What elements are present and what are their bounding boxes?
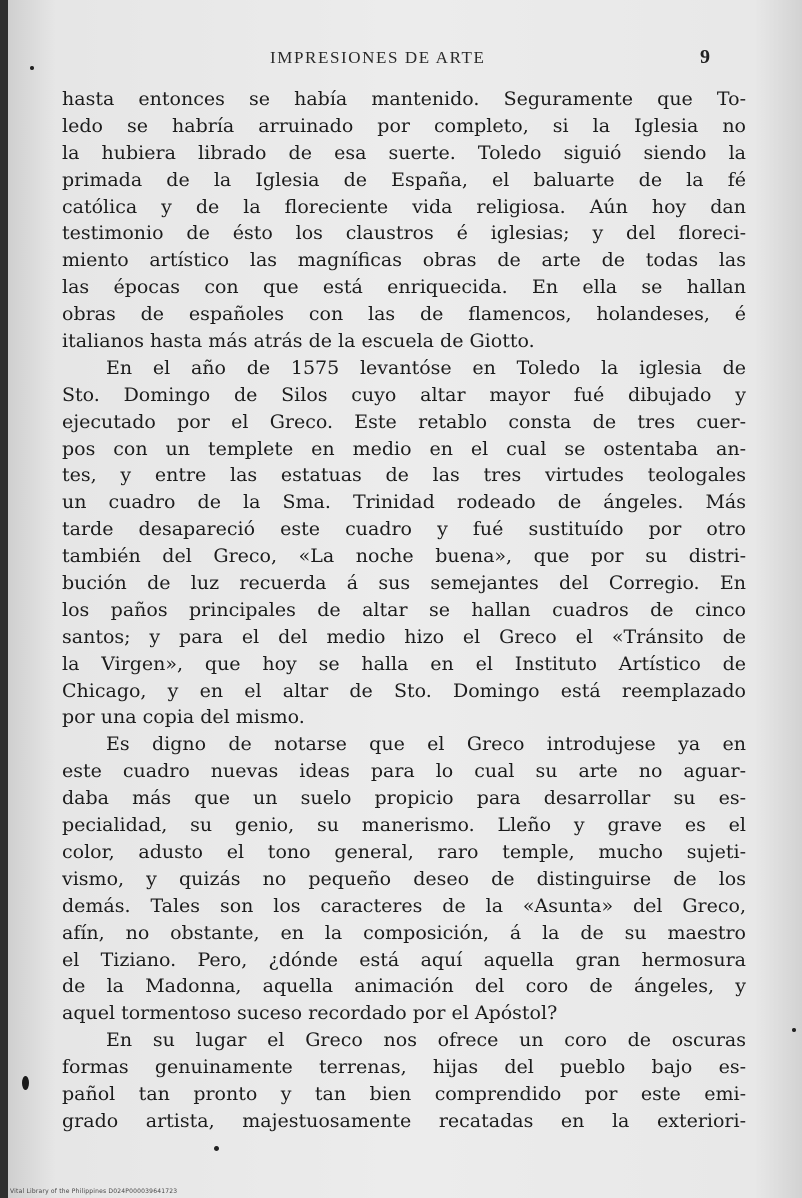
- text-line: de la Madonna, aquella animación del coro de ángeles, y: [62, 975, 746, 998]
- scanned-page: [8, 0, 802, 1198]
- text-line: la hubiera librado de esa suerte. Toledo siguió siendo la: [62, 141, 746, 164]
- text-line: tarde desapareció este cuadro y fué sustituído por otro: [62, 518, 746, 541]
- text-line: un cuadro de la Sma. Trinidad rodeado de ángeles. Más: [62, 491, 746, 514]
- text-line: bución de luz recuerda á sus semejantes del Corregio. En: [62, 572, 746, 595]
- text-line: santos; y para el del medio hizo el Greco el «Tránsito de: [62, 625, 746, 648]
- text-line: ejecutado por el Greco. Este retablo consta de tres cuer-: [62, 410, 746, 433]
- text-line: vismo, y quizás no pequeño deseo de distinguirse de los: [62, 867, 746, 890]
- text-line: este cuadro nuevas ideas para lo cual su arte no aguar-: [62, 760, 746, 783]
- text-line: daba más que un suelo propicio para desarrollar su es-: [62, 787, 746, 810]
- text-line: primada de la Iglesia de España, el baluarte de la fé: [62, 168, 746, 191]
- text-line: formas genuinamente terrenas, hijas del pueblo bajo es-: [62, 1056, 746, 1079]
- text-line: el Tiziano. Pero, ¿dónde está aquí aquella gran hermosura: [62, 948, 746, 971]
- text-line: ledo se habría arruinado por completo, si la Iglesia no: [62, 114, 746, 137]
- text-line: los paños principales de altar se hallan cuadros de cinco: [62, 598, 746, 621]
- text-line: pañol tan pronto y tan bien comprendido por este emi-: [62, 1082, 746, 1105]
- speck-mark: [792, 1028, 796, 1032]
- speck-mark: [30, 66, 34, 70]
- text-line: En el año de 1575 levantóse en Toledo la iglesia de: [106, 356, 746, 379]
- text-line: hasta entonces se había mantenido. Seguramente que To-: [62, 88, 746, 110]
- text-line: las épocas con que está enriquecida. En ella se hallan: [62, 276, 746, 299]
- text-line: miento artístico las magníficas obras de arte de todas las: [62, 249, 746, 272]
- page-header: [8, 44, 802, 74]
- text-line: italianos hasta más atrás de la escuela de Giotto.: [62, 330, 535, 353]
- text-line: testimonio de ésto los claustros é iglesias; y del floreci-: [62, 222, 746, 245]
- text-line: también del Greco, «La noche buena», que por su distri-: [62, 545, 746, 568]
- text-line: pos con un templete en medio en el cual se ostentaba an-: [62, 437, 746, 460]
- speck-mark: [214, 1146, 219, 1151]
- text-line: obras de españoles con las de flamencos, holandeses, é: [62, 303, 746, 326]
- text-line: Chicago, y en el altar de Sto. Domingo está reemplazado: [62, 679, 746, 702]
- running-title: IMPRESIONES DE ARTE: [270, 48, 486, 67]
- page-number: 9: [700, 46, 710, 68]
- text-line: católica y de la floreciente vida religiosa. Aún hoy dan: [62, 195, 746, 218]
- scan-credit: Vital Library of the Philippines D024P000039641723: [10, 1188, 178, 1195]
- text-line: En su lugar el Greco nos ofrece un coro de oscuras: [106, 1029, 746, 1052]
- text-line: color, adusto el tono general, raro temple, mucho sujeti-: [62, 840, 746, 863]
- text-line: grado artista, majestuosamente recatadas en la exteriori-: [62, 1109, 746, 1132]
- text-line: aquel tormentoso suceso recordado por el Apóstol?: [62, 1002, 558, 1025]
- text-line: Es digno de notarse que el Greco introdujese ya en: [106, 733, 746, 756]
- text-line: la Virgen», que hoy se halla en el Instituto Artístico de: [62, 652, 746, 675]
- body-text: [62, 86, 746, 1135]
- text-line: afín, no obstante, en la composición, á la de su maestro: [62, 921, 746, 944]
- text-line: demás. Tales son los caracteres de la «Asunta» del Greco,: [62, 894, 746, 917]
- text-line: Sto. Domingo de Silos cuyo altar mayor fué dibujado y: [62, 383, 746, 406]
- text-line: tes, y entre las estatuas de las tres virtudes teologales: [62, 464, 746, 487]
- speck-mark: [22, 1076, 29, 1090]
- text-line: pecialidad, su genio, su manerismo. Lleño y grave es el: [62, 814, 746, 837]
- text-line: por una copia del mismo.: [62, 706, 305, 729]
